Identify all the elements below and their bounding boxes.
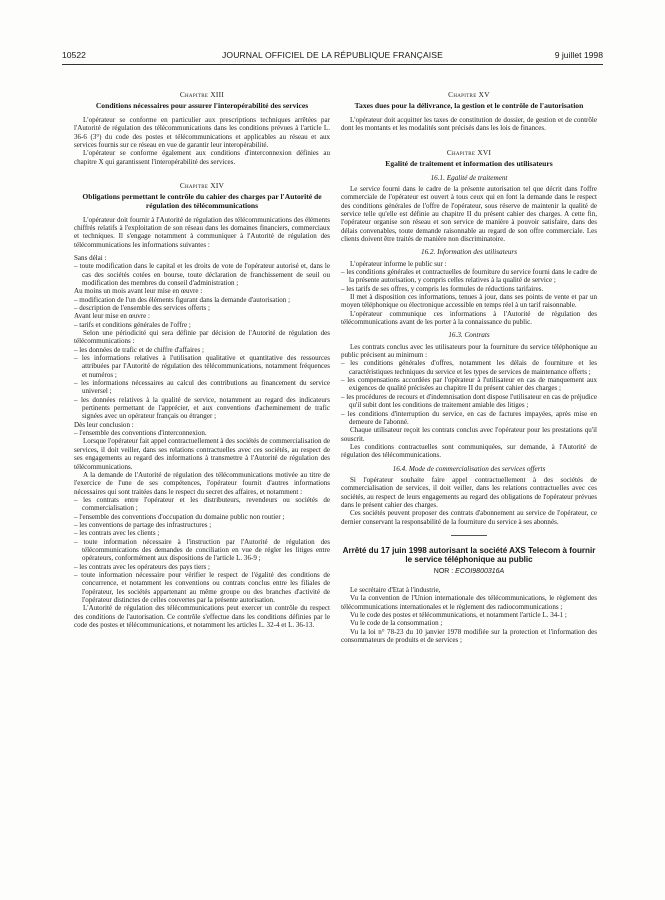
paragraph: L'Autorité de régulation des télécommunications peut exercer un contrôle du respect des conditions de l'autorisation. Ce contrôle s'effectue dans les conditions définies par le code des postes et télécommunications, et notamment les articles L. 32-4 et L. 36-13. (74, 604, 330, 630)
decree-title: Arrêté du 17 juin 1998 autorisant la société AXS Telecom à fournir le service téléphonique au public (342, 545, 596, 565)
page-number: 10522 (62, 50, 86, 60)
paragraph: Il met à disposition ces informations, tenues à jour, dans ses points de vente et par un moyen téléphonique ou électronique accessible en temps réel à un tarif raisonnable. (341, 293, 597, 310)
nor-label: NOR : (433, 567, 454, 575)
list-item: – les contrats entre l'opérateur et les distributeurs, revendeurs ou sociétés de commercialisation ; (74, 496, 330, 513)
list-item: – les compensations accordées par l'opérateur à l'utilisateur en cas de manquement aux exigences de qualité précisées au chapitre II du présent cahier des charges ; (341, 376, 597, 393)
list-item: – les tarifs de ses offres, y compris les formules de réductions tarifaires. (341, 285, 597, 293)
list-item: – les données relatives à la qualité de service, notamment au regard des indicateurs pertinents permettant de l'apprécier, et aux conventions d'acheminement de trafic signées avec un opérateur français ou étranger ; (74, 396, 330, 421)
section-title: 16.1. Egalité de traitement (430, 173, 508, 182)
chapter-title: Conditions nécessaires pour assurer l'interopérabilité des services (95, 101, 309, 111)
paragraph: L'opérateur informe le public sur : (350, 259, 447, 268)
issue-date: 9 juillet 1998 (554, 50, 603, 60)
header-rule (62, 64, 603, 65)
list-item: – les conditions d'interruption du service, en cas de factures impayées, après mise en demeure de l'abonné. (341, 410, 597, 427)
nor-reference (341, 568, 597, 576)
paragraph: Vu le code de la consommation ; (350, 619, 443, 628)
list-item: – les informations relatives à l'utilisation qualitative et quantitative des ressources attribuées par l'Autorité de régulation des télécommunications, notamment fréquences et numéros ; (74, 354, 330, 379)
list-item: – les données de trafic et de chiffre d'affaires ; (74, 346, 330, 354)
paragraph: Vu le code des postes et télécommunications, et notamment l'article L. 34-1 ; (350, 610, 567, 619)
list-item: – les informations nécessaires au calcul des contributions au financement du service universel ; (74, 379, 330, 396)
paragraph: L'opérateur communique ces informations à l'Autorité de régulation des télécommunications avant de les porter à la connaissance du public. (341, 309, 597, 327)
page-header (62, 50, 603, 64)
paragraph: Lorsque l'opérateur fait appel contractuellement à des sociétés de commercialisation de services, il doit veiller, dans ses relations contractuelles avec ces sociétés, au respect de ses engagements au regard des informations à transmettre à l'Autorité de régulation des télécommunications. (74, 437, 330, 471)
section-title: 16.2. Information des utilisateurs (420, 248, 518, 257)
chapter-title: Obligations permettant le contrôle du cahier des charges par l'Autorité de régulation des télécommunications (82, 192, 322, 210)
chapter-title: Egalité de traitement et information des utilisateurs (385, 158, 553, 168)
paragraph: Les conditions contractuelles sont communiquées, sur demande, à l'Autorité de régulation des télécommunications. (341, 442, 597, 460)
paragraph: L'opérateur se conforme également aux conditions d'interconnexion définies au chapitre X qui garantissent l'interopérabilité des services. (74, 149, 330, 166)
list-item: – les conditions générales d'offres, notamment les délais de fourniture et les caractéristiques techniques du service et les types de services de maintenance offerts ; (341, 359, 597, 376)
paragraph: Les contrats conclus avec les utilisateurs pour la fourniture du service téléphonique au public précisent au minimum : (341, 342, 597, 360)
list-heading: Sans délai : (74, 253, 107, 262)
list-item: – les procédures de recours et d'indemnisation dont dispose l'utilisateur en cas de préjudice qu'il subit dont les conditions de traitement amiable des litiges ; (341, 393, 597, 410)
paragraph: Vu la loi n° 78-23 du 10 janvier 1978 modifiée sur la protection et l'information des consommateurs de produits et de services ; (341, 627, 597, 644)
list-item: – les contrats avec les opérateurs des pays tiers ; (74, 563, 330, 571)
list-item: – description de l'ensemble des services offerts ; (74, 304, 330, 312)
paragraph: Chaque utilisateur reçoit les contrats conclus avec l'opérateur pour les prestations qu'il souscrit. (341, 426, 597, 443)
paragraph: A la demande de l'Autorité de régulation des télécommunications motivée au titre de l'exercice de l'une de ses compétences, l'opérateur fournit d'autres informations nécessaires qui sont traitées dans le respect du secret des affaires, et notamment : (74, 470, 330, 496)
list-item: – les conditions générales et contractuelles de fourniture du service fourni dans le cadre de la présente autorisation, y compris celles relatives à la qualité de service ; (341, 268, 597, 285)
paragraph: Le service fourni dans le cadre de la présente autorisation tel que décrit dans l'offre commerciale de l'opérateur est ouvert à tous ceux qui en font la demande dans le respect des conditions générales de l'offre de l'opérateur, sous réserve de maintenir la qualité de service telle qu'elle est définie au chapitre II du présent cahier des charges. A cette fin, l'opérateur organise son réseau et son service de manière à pouvoir satisfaire, dans des délais convenables, toute demande raisonnable au regard de son offre commerciale. Les clients doivent être traités de manière non discriminatoire. (341, 184, 597, 243)
paragraph: Selon une périodicité qui sera définie par décision de l'Autorité de régulation des télécommunications : (74, 329, 330, 346)
paragraph: Le secrétaire d'Etat à l'industrie, (350, 585, 441, 594)
paragraph: Vu la convention de l'Union internationale des télécommunications, le règlement des télécommunications internationales et le règlement des radiocommunications ; (341, 594, 597, 611)
list-item: – tarifs et conditions générales de l'offre ; (74, 321, 330, 329)
chapter-label: Chapitre XV (448, 90, 490, 99)
paragraph: Si l'opérateur souhaite faire appel contractuellement à des sociétés de commercialisation de services, il doit veiller, dans les relations contractuelles avec ces sociétés, au respect de leurs engagements au regard des obligations de l'opérateur prévues dans le présent cahier des charges. (341, 475, 597, 509)
paragraph: Ces sociétés peuvent proposer des contrats d'abonnement au service de l'opérateur, ce dernier conservant la responsabilité de la fourniture du service à ses abonnés. (341, 509, 597, 526)
list-heading: Au moins un mois avant leur mise en œuvre : (74, 287, 203, 296)
chapter-title: Taxes dues pour la délivrance, la gestion et le contrôle de l'autorisation (354, 101, 584, 111)
nor-value: ECOI9800316A (455, 567, 505, 575)
paragraph: L'opérateur doit fournir à l'Autorité de régulation des télécommunications des éléments chiffrés relatifs à l'exploitation de son réseau dans les domaines financiers, commerciaux et techniques. Il s'engage notamment à communiquer à l'Autorité de régulation des télécommunications les informations suivantes : (74, 215, 330, 249)
list-item: – les contrats avec les clients ; (74, 529, 330, 537)
right-column (341, 91, 597, 644)
list-item: – les conventions de partage des infrastructures ; (74, 521, 330, 529)
paragraph: L'opérateur se conforme en particulier aux prescriptions techniques arrêtées par l'Autorité de régulation des télécommunications dans les conditions prévues à l'article L. 36-6 (3°) du code des postes et télécommunications et applicables au réseau et aux services fournis sur ce réseau en vue de garantir leur interopérabilité. (74, 115, 330, 149)
separator-rule (451, 535, 487, 536)
list-item: – toute information nécessaire pour vérifier le respect de l'égalité des conditions de concurrence, et notamment les conventions ou contrats conclus entre les filiales de l'opérateur, les sociétés appartenant au même groupe ou des branches d'activité de l'opérateur distinctes de celles couvertes par la présente autorisation. (74, 571, 330, 604)
section-title: 16.4. Mode de commercialisation des services offerts (392, 464, 546, 473)
list-item: – toute information nécessaire à l'instruction par l'Autorité de régulation des télécommunications des demandes de conciliation en vue de régler les litiges entre opérateurs, conformément aux dispositions de l'article L. 36-9 ; (74, 538, 330, 563)
journal-title: JOURNAL OFFICIEL DE LA RÉPUBLIQUE FRANÇAISE (222, 50, 443, 60)
chapter-label: Chapitre XVI (446, 147, 492, 157)
paragraph: L'opérateur doit acquitter les taxes de constitution de dossier, de gestion et de contrôle dont les montants et les modalités sont précisés dans les lois de finances. (341, 115, 597, 133)
chapter-label: Chapitre XIII (179, 90, 225, 99)
list-item: – l'ensemble des conventions d'occupation du domaine public non routier ; (74, 513, 330, 521)
section-title: 16.3. Contrats (448, 331, 490, 340)
left-column (74, 91, 330, 629)
list-heading: Avant leur mise en œuvre : (74, 312, 150, 321)
list-heading: Dès leur conclusion : (74, 420, 134, 429)
chapter-label: Chapitre XIV (179, 181, 225, 190)
list-item: – l'ensemble des conventions d'interconnexion. (74, 429, 330, 437)
list-item: – toute modification dans le capital et les droits de vote de l'opérateur autorisé et, dans le cas des sociétés cotées en bourse, toute déclaration de franchissement de seuil ou modification des membres du conseil d'administration ; (74, 262, 330, 287)
list-item: – modification de l'un des éléments figurant dans la demande d'autorisation ; (74, 296, 330, 304)
